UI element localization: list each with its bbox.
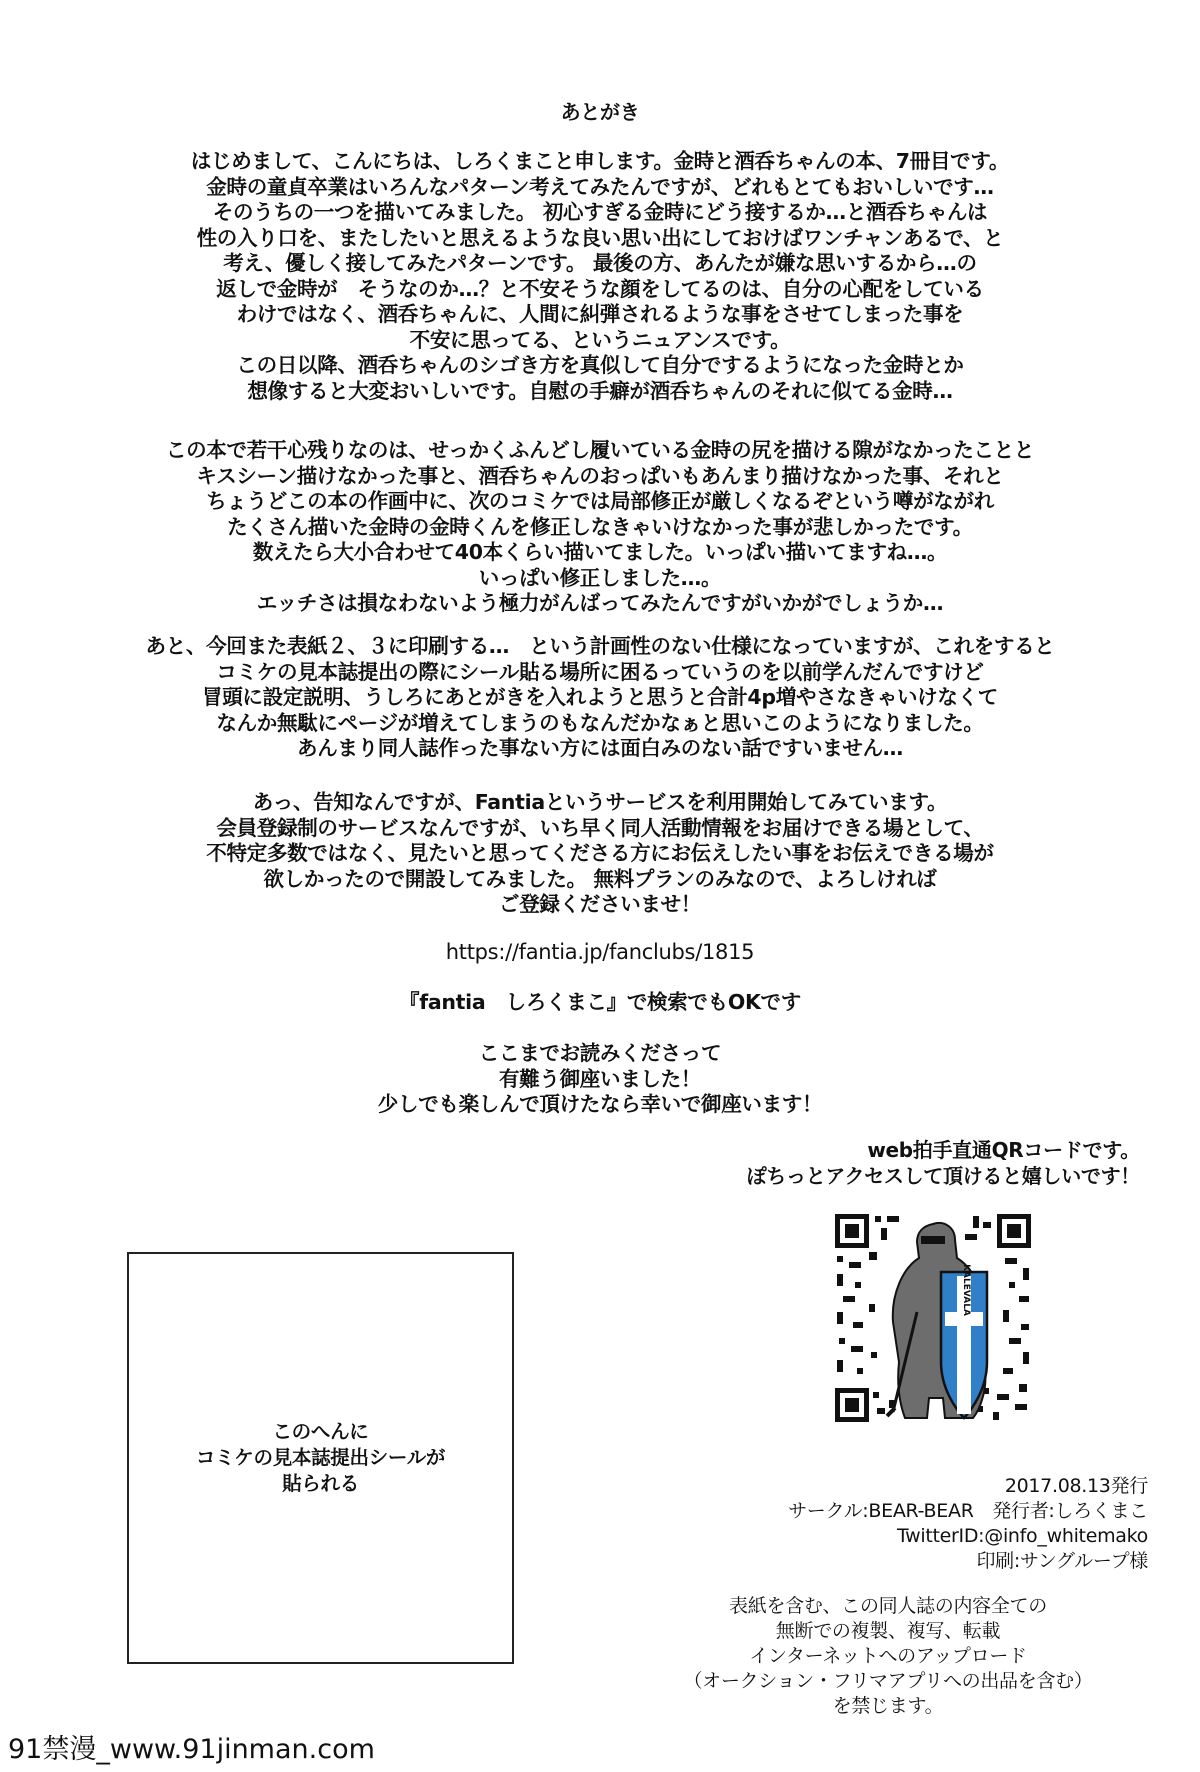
text-line: はじめまして、こんにちは、しろくまこと申します。金時と酒呑ちゃんの本、7冊目です。 <box>190 149 1010 173</box>
text-line: 不安に思ってる、というニュアンスです。 <box>409 327 791 352</box>
twitter-id: TwitterID:@info_whitemako <box>896 1525 1148 1547</box>
site-watermark: 91禁漫_www.91jinman.com <box>0 1734 383 1766</box>
text-line: この日以降、酒呑ちゃんのシゴき方を真似して自分でするようになった金時とか <box>236 353 964 377</box>
text-line: ぽちっとアクセスして頂けると嬉しいです！ <box>746 1163 1140 1188</box>
text-line: インターネットへのアップロード <box>749 1645 1027 1667</box>
text-line: 想像すると大変おいしいです。自慰の手癖が酒呑ちゃんのそれに似てる金時… <box>247 378 953 403</box>
afterword-title <box>120 100 1080 126</box>
text-line: 冒頭に設定説明、うしろにあとがきを入れようと思うと合計4p増やさなきゃいけなくて <box>202 685 998 709</box>
paragraph-intro <box>120 149 1080 404</box>
text-line: 有難う御座いました！ <box>499 1066 701 1091</box>
text-line: 返しで金時が そうなのか…？と不安そうな顔をしてるのは、自分の心配をしている <box>216 276 984 301</box>
text-line: コミケの見本誌提出の際にシール貼る場所に困るっていうのを以前学んだんですけど <box>216 659 984 684</box>
fantia-url: https://fantia.jp/fanclubs/1815 <box>445 940 755 964</box>
fantia-search-block <box>120 990 1080 1016</box>
text-line: （オークション・フリマアプリへの出品を含む） <box>683 1670 1093 1692</box>
text-line: web拍手直通QRコードです。 <box>867 1138 1140 1162</box>
text-line: そのうちの一つを描いてみました。 初心すぎる金時にどう接するか…と酒呑ちゃんは <box>212 200 988 224</box>
text-line: 数えたら大小合わせて40本くらい描いてました。いっぱい描いてますね…。 <box>252 540 948 564</box>
fantia-url-block <box>120 940 1080 966</box>
text-line: たくさん描いた金時の金時くんを修正しなきゃいけなかった事が悲しかったです。 <box>227 514 973 539</box>
paragraph-printing <box>120 634 1080 762</box>
page-title: あとがき <box>560 100 640 124</box>
text-line: を禁じます。 <box>832 1695 944 1717</box>
text-line: 会員登録制のサービスなんですが、いち早く同人活動情報をお届けできる場として、 <box>216 815 984 840</box>
shield-icon <box>941 1264 987 1418</box>
text-line: 無断での複製、複写、転載 <box>775 1620 1001 1642</box>
text-line: 少しでも楽しんで頂けたなら幸いで御座います！ <box>377 1092 823 1116</box>
text-line: 欲しかったので開設してみました。 無料プランのみなので、よろしければ <box>263 866 937 891</box>
text-line: なんか無駄にページが増えてしまうのもなんだかなぁと思いこのようになりました。 <box>216 710 984 735</box>
text-line: エッチさは損なわないよう極力がんばってみたんですがいかがでしょうか… <box>256 591 944 615</box>
text-line: 不特定多数ではなく、見たいと思ってくださる方にお伝えしたい事をお伝えできる場が <box>206 841 994 865</box>
thanks-block <box>120 1041 1080 1118</box>
sample-sticker-area <box>127 1252 514 1664</box>
text-line: あんまり同人誌作った事ない方には面白みのない話ですいません… <box>297 736 903 760</box>
text-line: わけではなく、酒呑ちゃんに、人間に糾弾されるような事をさせてしまった事を <box>236 302 964 326</box>
circle-publisher: サークル:BEAR-BEAR 発行者:しろくまこ <box>788 1500 1148 1522</box>
text-line: あっ、告知なんですが、Fantiaというサービスを利用開始してみています。 <box>252 790 948 814</box>
text-line: ここまでお読みくださって <box>478 1041 722 1065</box>
text-line: ご登録くださいませ！ <box>499 892 701 916</box>
text-line: この本で若干心残りなのは、せっかくふんどし履いている金時の尻を描ける隙がなかったことと <box>165 438 1035 462</box>
text-line: あと、今回また表紙２、３に印刷する… という計画性のない仕様になっていますが、これをすると <box>145 634 1055 658</box>
text-line: 性の入り口を、またしたいと思えるような良い思い出にしておけばワンチャンあるで、と <box>196 225 1004 250</box>
copyright-notice <box>628 1594 1148 1719</box>
text-line: ちょうどこの本の作画中に、次のコミケでは局部修正が厳しくなるぞという噂がながれ <box>206 489 994 513</box>
shield-text: KALEVALA <box>961 1264 971 1316</box>
fantia-search-hint: 『fantia しろくまこ』で検索でもOKです <box>399 990 801 1014</box>
paragraph-fantia-notice <box>120 790 1080 918</box>
text-line: 貼られる <box>282 1472 359 1495</box>
text-line: キスシーン描けなかった事と、酒呑ちゃんのおっぱいもあんまり描けなかった事、それと <box>196 463 1004 488</box>
text-line: このへんに <box>272 1420 369 1443</box>
colophon <box>628 1474 1148 1574</box>
text-line: 表紙を含む、この同人誌の内容全ての <box>729 1595 1047 1617</box>
text-line: いっぱい修正しました…。 <box>478 565 722 590</box>
qr-code-with-knight-image <box>833 1212 1033 1424</box>
text-line: 考え、優しく接してみたパターンです。 最後の方、あんたが嫌な思いするから…の <box>223 251 977 275</box>
printer: 印刷:サングループ様 <box>976 1550 1148 1572</box>
paragraph-regrets <box>120 438 1080 617</box>
text-line: 金時の童貞卒業はいろんなパターン考えてみたんですが、どれもとてもおいしいです… <box>206 174 994 199</box>
webclap-caption <box>620 1138 1140 1189</box>
text-line: コミケの見本誌提出シールが <box>195 1446 446 1469</box>
publish-date: 2017.08.13発行 <box>1004 1475 1148 1497</box>
